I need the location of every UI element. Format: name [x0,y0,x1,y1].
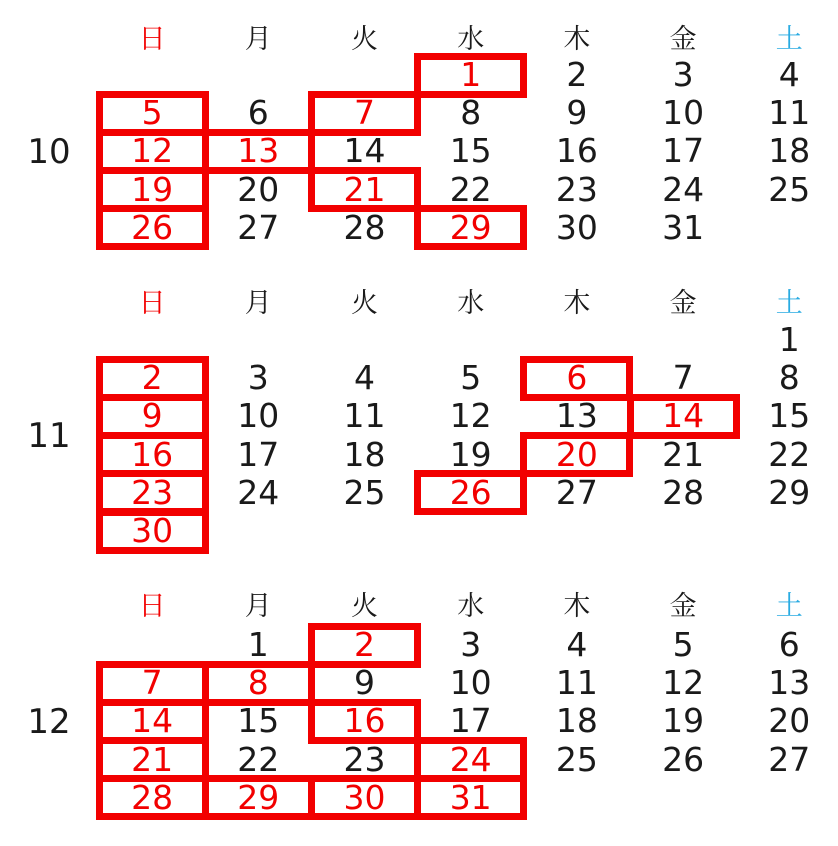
weekday-header-tue: 火 [350,591,378,622]
date-cell: 23 [343,739,386,779]
date-cell: 16 [131,434,174,474]
date-cell: 22 [768,434,811,474]
date-cell: 6 [778,625,800,664]
date-cell: 2 [141,358,163,398]
date-cell: 31 [662,207,705,247]
weekday-header-wed: 水 [457,24,485,55]
date-cell: 30 [131,511,174,550]
weekday-header-thu: 木 [563,288,591,319]
date-cell: 26 [131,207,174,247]
weekday-header-mon: 月 [244,288,272,319]
date-cell: 11 [555,663,598,703]
date-cell: 31 [449,777,492,817]
weekday-header-wed: 水 [457,591,485,622]
date-cell: 14 [131,701,174,741]
date-cell: 9 [566,93,588,133]
date-cell: 1 [247,625,269,664]
weekday-header-fri: 金 [669,24,697,55]
date-cell: 9 [353,663,375,703]
date-cell: 25 [555,739,598,779]
date-cell: 27 [768,739,811,779]
date-cell: 18 [555,701,598,741]
date-cell: 26 [449,472,492,512]
date-cell: 7 [672,358,694,398]
date-cell: 22 [449,169,492,209]
date-cell: 25 [343,472,386,512]
date-cell: 20 [555,434,598,474]
date-cell: 13 [555,396,598,436]
date-cell: 16 [555,131,598,171]
date-cell: 1 [778,320,800,359]
weekday-header-sun: 日 [138,288,166,319]
date-cell: 13 [768,663,811,703]
date-cell: 4 [566,625,588,664]
date-cell: 30 [343,777,386,817]
date-cell: 21 [131,739,174,779]
date-cell: 4 [778,55,800,94]
date-cell: 7 [353,93,375,133]
date-cell: 15 [237,701,280,741]
date-cell: 3 [247,358,269,398]
date-cell: 14 [662,396,705,436]
date-cell: 21 [662,434,705,474]
date-cell: 1 [460,55,482,94]
date-cell: 2 [353,625,375,664]
date-cell: 22 [237,739,280,779]
date-cell: 3 [672,55,694,94]
date-cell: 19 [662,701,705,741]
date-cell: 6 [566,358,588,398]
date-cell: 24 [237,472,280,512]
date-cell: 10 [662,93,705,133]
date-cell: 23 [555,169,598,209]
date-cell: 20 [768,701,811,741]
date-cell: 3 [460,625,482,664]
weekday-header-mon: 月 [244,591,272,622]
weekday-header-fri: 金 [669,591,697,622]
date-cell: 30 [555,207,598,247]
date-cell: 10 [237,396,280,436]
month-label: 12 [27,701,71,742]
date-cell: 12 [662,663,705,703]
date-cell: 29 [768,472,811,512]
weekday-header-wed: 水 [457,288,485,319]
weekday-header-mon: 月 [244,24,272,55]
date-cell: 5 [672,625,694,664]
date-cell: 6 [247,93,269,133]
date-cell: 19 [131,169,174,209]
date-cell: 28 [662,472,705,512]
date-cell: 28 [131,777,174,817]
date-cell: 29 [237,777,280,817]
weekday-header-sat: 土 [775,288,803,319]
date-cell: 27 [555,472,598,512]
weekday-header-thu: 木 [563,591,591,622]
date-cell: 25 [768,169,811,209]
date-cell: 13 [237,131,280,171]
date-cell: 15 [768,396,811,436]
date-cell: 8 [460,93,482,133]
date-cell: 14 [343,131,386,171]
date-cell: 27 [237,207,280,247]
weekday-header-thu: 木 [563,24,591,55]
date-cell: 18 [343,434,386,474]
date-cell: 11 [343,396,386,436]
date-cell: 20 [237,169,280,209]
date-cell: 24 [449,739,492,779]
date-cell: 11 [768,93,811,133]
weekday-header-sun: 日 [138,591,166,622]
date-cell: 15 [449,131,492,171]
date-cell: 12 [449,396,492,436]
date-cell: 17 [449,701,492,741]
date-cell: 8 [247,663,269,703]
weekday-header-sat: 土 [775,24,803,55]
date-cell: 28 [343,207,386,247]
date-cell: 4 [353,358,375,398]
date-cell: 17 [662,131,705,171]
date-cell: 29 [449,207,492,247]
date-cell: 5 [141,93,163,133]
weekday-header-tue: 火 [350,288,378,319]
date-cell: 12 [131,131,174,171]
weekday-header-sun: 日 [138,24,166,55]
date-cell: 19 [449,434,492,474]
date-cell: 17 [237,434,280,474]
weekday-header-sat: 土 [775,591,803,622]
month-label: 10 [27,131,71,172]
date-cell: 2 [566,55,588,94]
date-cell: 8 [778,358,800,398]
date-cell: 26 [662,739,705,779]
weekday-header-tue: 火 [350,24,378,55]
date-cell: 16 [343,701,386,741]
date-cell: 7 [141,663,163,703]
date-cell: 9 [141,396,163,436]
date-cell: 21 [343,169,386,209]
month-label: 11 [27,415,71,456]
date-cell: 10 [449,663,492,703]
date-cell: 24 [662,169,705,209]
date-cell: 5 [460,358,482,398]
date-cell: 23 [131,472,174,512]
date-cell: 18 [768,131,811,171]
weekday-header-fri: 金 [669,288,697,319]
